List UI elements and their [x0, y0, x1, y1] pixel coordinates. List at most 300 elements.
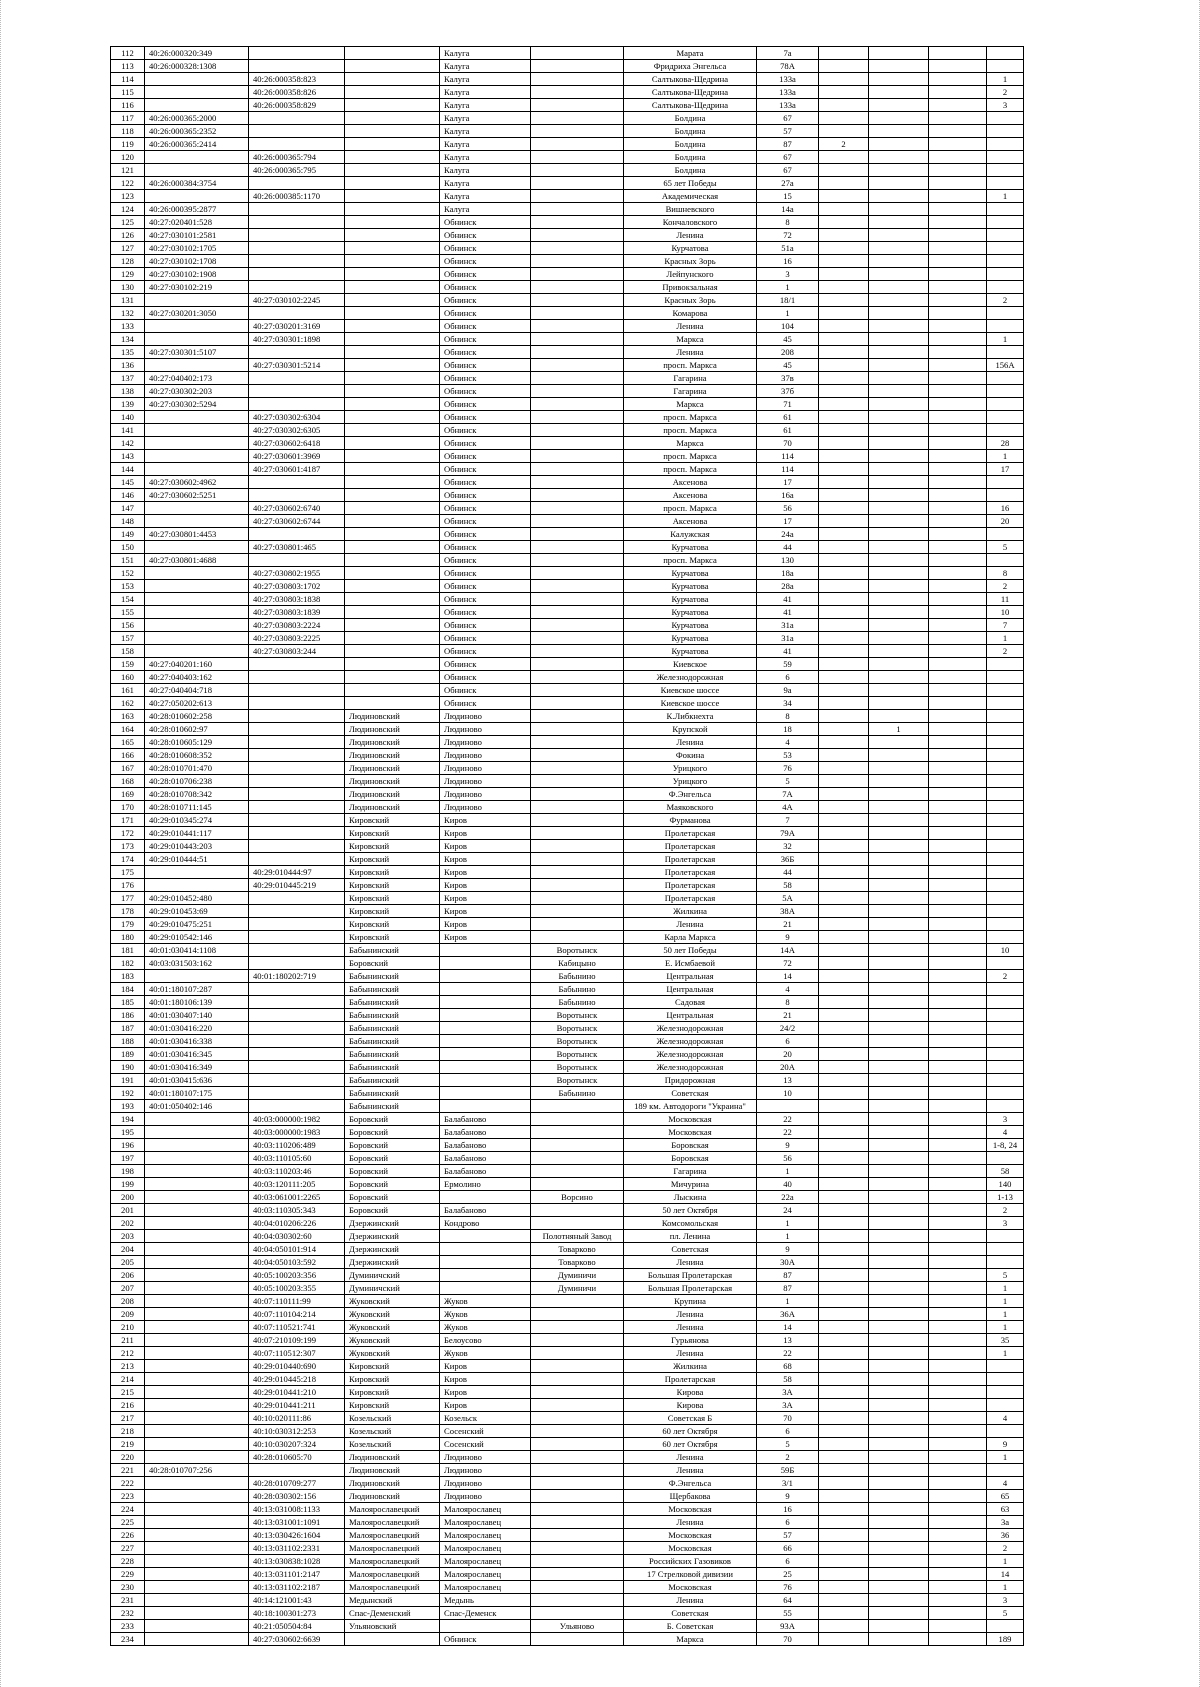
table-row: [111, 359, 1024, 372]
table-row: [111, 333, 1024, 346]
cell-col-9: [819, 385, 869, 398]
table-row: [111, 749, 1024, 762]
cell-house-number: 22а: [757, 1191, 819, 1204]
cell-cadastral-number-b: 40:13:031008:1133: [249, 1503, 345, 1516]
cell-cadastral-number-a: [145, 1607, 249, 1620]
cell-settlement: Думиничи: [531, 1269, 624, 1282]
cell-house-number: 6: [757, 671, 819, 684]
cell-street: Московская: [624, 1503, 757, 1516]
left-scan-edge: [0, 0, 7, 1687]
cell-col-12: [987, 983, 1024, 996]
cell-house-number: 5: [757, 775, 819, 788]
cell-col-12: [987, 47, 1024, 60]
cell-col-11: [929, 567, 987, 580]
cell-house-number: 104: [757, 320, 819, 333]
cell-col-9: [819, 606, 869, 619]
cell-street: Ленина: [624, 1321, 757, 1334]
cell-cadastral-number-b: 40:10:030312:253: [249, 1425, 345, 1438]
cell-col-12: 7: [987, 619, 1024, 632]
cell-city: Обнинск: [440, 1633, 531, 1646]
cell-col-11: [929, 1308, 987, 1321]
cell-city: [440, 1243, 531, 1256]
cell-col-9: [819, 255, 869, 268]
cell-col-10: [869, 996, 929, 1009]
cell-cadastral-number-b: 40:13:030426:1604: [249, 1529, 345, 1542]
cell-row-number: 176: [111, 879, 145, 892]
cell-col-10: [869, 801, 929, 814]
cell-cadastral-number-b: [249, 177, 345, 190]
table-row: [111, 60, 1024, 73]
cell-cadastral-number-a: 40:26:000384:3754: [145, 177, 249, 190]
cell-col-10: [869, 1438, 929, 1451]
cell-house-number: 87: [757, 138, 819, 151]
cell-house-number: 72: [757, 957, 819, 970]
cell-col-9: [819, 1568, 869, 1581]
cell-col-11: [929, 294, 987, 307]
cell-city: Медынь: [440, 1594, 531, 1607]
cell-settlement: Воротынск: [531, 1074, 624, 1087]
cell-city: Козельск: [440, 1412, 531, 1425]
table-row: [111, 1100, 1024, 1113]
cell-col-9: [819, 1451, 869, 1464]
table-row: [111, 411, 1024, 424]
table-row: [111, 281, 1024, 294]
table-row: [111, 1204, 1024, 1217]
cell-cadastral-number-a: 40:01:030416:349: [145, 1061, 249, 1074]
cell-cadastral-number-a: [145, 1594, 249, 1607]
cell-col-11: [929, 333, 987, 346]
cell-house-number: 24: [757, 1204, 819, 1217]
cell-col-11: [929, 840, 987, 853]
cell-cadastral-number-a: [145, 541, 249, 554]
cell-district: [345, 476, 440, 489]
cell-row-number: 199: [111, 1178, 145, 1191]
cell-cadastral-number-b: 40:27:030602:6740: [249, 502, 345, 515]
cell-col-9: [819, 1386, 869, 1399]
cell-col-10: [869, 1126, 929, 1139]
cell-col-11: [929, 177, 987, 190]
cell-cadastral-number-b: 40:27:030803:2224: [249, 619, 345, 632]
cell-settlement: [531, 1412, 624, 1425]
cell-city: Людиново: [440, 749, 531, 762]
cell-house-number: 45: [757, 359, 819, 372]
cell-cadastral-number-b: [249, 242, 345, 255]
cell-city: Обнинск: [440, 554, 531, 567]
cell-house-number: 7А: [757, 788, 819, 801]
cell-street: Маркса: [624, 1633, 757, 1646]
cell-street: Курчатова: [624, 242, 757, 255]
cell-col-11: [929, 1035, 987, 1048]
cell-street: просп. Маркса: [624, 359, 757, 372]
cell-house-number: 22: [757, 1113, 819, 1126]
cell-settlement: Воротынск: [531, 1061, 624, 1074]
cell-row-number: 228: [111, 1555, 145, 1568]
cell-row-number: 112: [111, 47, 145, 60]
cell-col-12: [987, 1399, 1024, 1412]
cell-cadastral-number-b: 40:03:110105:60: [249, 1152, 345, 1165]
cell-col-10: [869, 1191, 929, 1204]
cell-col-11: [929, 411, 987, 424]
cell-col-10: [869, 827, 929, 840]
cell-col-11: [929, 1438, 987, 1451]
cell-col-10: [869, 1282, 929, 1295]
cell-col-10: [869, 645, 929, 658]
cell-city: [440, 1035, 531, 1048]
table-row: [111, 1230, 1024, 1243]
cell-cadastral-number-b: [249, 398, 345, 411]
cell-cadastral-number-b: [249, 528, 345, 541]
cell-cadastral-number-a: 40:29:010542:146: [145, 931, 249, 944]
cell-col-12: [987, 736, 1024, 749]
cell-cadastral-number-b: 40:13:031102:2331: [249, 1542, 345, 1555]
table-row: [111, 346, 1024, 359]
cell-col-10: [869, 1386, 929, 1399]
cell-settlement: Ульяново: [531, 1620, 624, 1633]
cell-col-10: [869, 1581, 929, 1594]
cell-col-12: 189: [987, 1633, 1024, 1646]
cell-settlement: Бабынино: [531, 996, 624, 1009]
cell-city: Спас-Деменск: [440, 1607, 531, 1620]
table-row: [111, 775, 1024, 788]
cell-street: Крупской: [624, 723, 757, 736]
cell-house-number: 45: [757, 333, 819, 346]
cell-district: [345, 372, 440, 385]
cell-street: Железнодорожная: [624, 1061, 757, 1074]
cell-cadastral-number-a: 40:27:030102:1708: [145, 255, 249, 268]
cell-district: Бабынинский: [345, 996, 440, 1009]
cell-col-11: [929, 1022, 987, 1035]
cell-row-number: 213: [111, 1360, 145, 1373]
cell-col-9: [819, 1139, 869, 1152]
cell-row-number: 170: [111, 801, 145, 814]
cell-city: Обнинск: [440, 671, 531, 684]
cell-city: Обнинск: [440, 697, 531, 710]
cell-street: Академическая: [624, 190, 757, 203]
cell-house-number: 16: [757, 1503, 819, 1516]
cell-house-number: 9: [757, 1243, 819, 1256]
cell-house-number: 13: [757, 1334, 819, 1347]
cell-cadastral-number-a: 40:27:030101:2581: [145, 229, 249, 242]
cell-col-12: [987, 1074, 1024, 1087]
cell-cadastral-number-b: 40:03:000000:1982: [249, 1113, 345, 1126]
cell-cadastral-number-b: [249, 372, 345, 385]
cell-cadastral-number-a: 40:27:050202:613: [145, 697, 249, 710]
cell-city: Калуга: [440, 177, 531, 190]
cell-cadastral-number-a: [145, 1568, 249, 1581]
cell-col-11: [929, 1412, 987, 1425]
cell-col-10: [869, 281, 929, 294]
cell-street: 60 лет Октября: [624, 1425, 757, 1438]
cell-street: Щербакова: [624, 1490, 757, 1503]
cell-col-10: [869, 60, 929, 73]
cell-col-11: [929, 606, 987, 619]
cell-settlement: [531, 1542, 624, 1555]
cell-col-11: [929, 866, 987, 879]
cell-street: Центральная: [624, 983, 757, 996]
cell-district: Кировский: [345, 892, 440, 905]
cell-col-11: [929, 541, 987, 554]
cell-col-11: [929, 1542, 987, 1555]
cell-col-10: [869, 151, 929, 164]
cell-cadastral-number-a: [145, 1269, 249, 1282]
cell-cadastral-number-a: 40:01:030407:140: [145, 1009, 249, 1022]
cell-street: Советская: [624, 1087, 757, 1100]
cell-col-12: [987, 229, 1024, 242]
cell-col-11: [929, 281, 987, 294]
cell-row-number: 122: [111, 177, 145, 190]
table-row: [111, 1191, 1024, 1204]
cell-col-12: [987, 658, 1024, 671]
cell-col-9: [819, 905, 869, 918]
cell-row-number: 234: [111, 1633, 145, 1646]
cell-cadastral-number-a: 40:28:010602:97: [145, 723, 249, 736]
table-row: [111, 593, 1024, 606]
table-row: [111, 294, 1024, 307]
cell-cadastral-number-a: [145, 1542, 249, 1555]
cell-col-10: [869, 1464, 929, 1477]
table-row: [111, 476, 1024, 489]
cell-col-10: [869, 372, 929, 385]
cell-street: Болдина: [624, 164, 757, 177]
cell-house-number: 70: [757, 437, 819, 450]
cell-settlement: Бабынино: [531, 970, 624, 983]
cell-city: Калуга: [440, 86, 531, 99]
cell-col-12: [987, 216, 1024, 229]
cell-row-number: 211: [111, 1334, 145, 1347]
cell-col-11: [929, 1100, 987, 1113]
cell-col-10: [869, 1503, 929, 1516]
cell-row-number: 233: [111, 1620, 145, 1633]
table-row: [111, 1035, 1024, 1048]
cell-col-10: [869, 1269, 929, 1282]
cell-col-11: [929, 1399, 987, 1412]
cell-house-number: 31а: [757, 619, 819, 632]
cell-house-number: 64: [757, 1594, 819, 1607]
table-row: [111, 1568, 1024, 1581]
table-row: [111, 190, 1024, 203]
cell-settlement: [531, 437, 624, 450]
cell-col-12: [987, 1152, 1024, 1165]
cell-settlement: [531, 528, 624, 541]
cell-district: [345, 671, 440, 684]
table-row: [111, 1334, 1024, 1347]
cell-district: Людиновский: [345, 710, 440, 723]
cell-cadastral-number-b: 40:07:110104:214: [249, 1308, 345, 1321]
cell-row-number: 222: [111, 1477, 145, 1490]
cell-col-10: [869, 931, 929, 944]
cell-street: Советская Б: [624, 1412, 757, 1425]
cell-district: Козельский: [345, 1412, 440, 1425]
table-row: [111, 1243, 1024, 1256]
cell-settlement: [531, 424, 624, 437]
cell-street: Комарова: [624, 307, 757, 320]
cell-cadastral-number-b: 40:26:000365:795: [249, 164, 345, 177]
cell-row-number: 144: [111, 463, 145, 476]
cell-street: Киевское: [624, 658, 757, 671]
cell-street: К.Либкнехта: [624, 710, 757, 723]
cell-district: [345, 255, 440, 268]
cell-settlement: [531, 1204, 624, 1217]
cell-house-number: 114: [757, 463, 819, 476]
cell-house-number: 5А: [757, 892, 819, 905]
cell-district: [345, 177, 440, 190]
cell-row-number: 131: [111, 294, 145, 307]
cell-settlement: [531, 1581, 624, 1594]
cell-col-11: [929, 372, 987, 385]
cell-street: просп. Маркса: [624, 463, 757, 476]
cell-col-12: 156А: [987, 359, 1024, 372]
cell-cadastral-number-a: [145, 1360, 249, 1373]
cell-district: Людиновский: [345, 775, 440, 788]
cell-street: Ленина: [624, 229, 757, 242]
cell-city: Балабаново: [440, 1113, 531, 1126]
cell-col-11: [929, 1087, 987, 1100]
cell-settlement: [531, 749, 624, 762]
cell-settlement: [531, 658, 624, 671]
cell-row-number: 231: [111, 1594, 145, 1607]
cell-col-9: [819, 346, 869, 359]
cell-settlement: [531, 463, 624, 476]
cell-city: Киров: [440, 1373, 531, 1386]
cell-district: Малоярославецкий: [345, 1568, 440, 1581]
cell-col-12: 1: [987, 190, 1024, 203]
cell-city: Обнинск: [440, 398, 531, 411]
table-row: [111, 879, 1024, 892]
cell-row-number: 203: [111, 1230, 145, 1243]
cell-col-12: 1: [987, 1282, 1024, 1295]
cell-city: Обнинск: [440, 593, 531, 606]
cell-col-11: [929, 749, 987, 762]
table-row: [111, 1139, 1024, 1152]
cell-cadastral-number-b: [249, 281, 345, 294]
cell-cadastral-number-a: 40:27:040404:718: [145, 684, 249, 697]
cell-col-10: [869, 1633, 929, 1646]
cell-cadastral-number-a: [145, 502, 249, 515]
cell-col-12: [987, 1256, 1024, 1269]
table-row: [111, 892, 1024, 905]
cell-house-number: 18/1: [757, 294, 819, 307]
cell-district: Бабынинский: [345, 1100, 440, 1113]
cell-row-number: 191: [111, 1074, 145, 1087]
cell-col-12: [987, 905, 1024, 918]
cell-cadastral-number-b: [249, 892, 345, 905]
cell-row-number: 180: [111, 931, 145, 944]
cell-settlement: [531, 1425, 624, 1438]
cell-col-9: [819, 840, 869, 853]
cell-row-number: 160: [111, 671, 145, 684]
cell-row-number: 171: [111, 814, 145, 827]
cell-col-9: [819, 1529, 869, 1542]
cell-col-11: [929, 437, 987, 450]
cell-city: Балабаново: [440, 1152, 531, 1165]
cell-col-12: [987, 1061, 1024, 1074]
table-row: [111, 1516, 1024, 1529]
cell-row-number: 232: [111, 1607, 145, 1620]
table-row: [111, 125, 1024, 138]
cell-cadastral-number-b: [249, 1035, 345, 1048]
cell-city: Киров: [440, 853, 531, 866]
cell-district: [345, 138, 440, 151]
cell-col-10: [869, 333, 929, 346]
cell-city: Балабаново: [440, 1165, 531, 1178]
cell-col-11: [929, 593, 987, 606]
cell-city: [440, 957, 531, 970]
cell-house-number: 20: [757, 1048, 819, 1061]
cell-row-number: 186: [111, 1009, 145, 1022]
cell-col-9: 2: [819, 138, 869, 151]
cell-col-9: [819, 1581, 869, 1594]
cell-street: Московская: [624, 1581, 757, 1594]
cell-col-10: [869, 177, 929, 190]
cell-col-11: [929, 1347, 987, 1360]
cell-city: Обнинск: [440, 437, 531, 450]
cell-city: Ермолино: [440, 1178, 531, 1191]
cell-row-number: 130: [111, 281, 145, 294]
cell-row-number: 183: [111, 970, 145, 983]
cell-row-number: 202: [111, 1217, 145, 1230]
cell-row-number: 138: [111, 385, 145, 398]
cell-col-9: [819, 1399, 869, 1412]
cell-cadastral-number-a: [145, 619, 249, 632]
cell-city: Людиново: [440, 1490, 531, 1503]
cell-col-9: [819, 892, 869, 905]
table-row: [111, 1451, 1024, 1464]
cell-col-9: [819, 1438, 869, 1451]
cell-row-number: 128: [111, 255, 145, 268]
cell-city: Малоярославец: [440, 1542, 531, 1555]
cell-settlement: [531, 1399, 624, 1412]
cell-street: Привокзальная: [624, 281, 757, 294]
cell-district: [345, 580, 440, 593]
cell-city: [440, 1074, 531, 1087]
cell-city: Калуга: [440, 190, 531, 203]
cell-col-10: [869, 450, 929, 463]
cell-house-number: 22: [757, 1347, 819, 1360]
cell-cadastral-number-a: [145, 1113, 249, 1126]
cell-house-number: 5: [757, 1438, 819, 1451]
cell-cadastral-number-a: 40:27:030801:4453: [145, 528, 249, 541]
cell-col-9: [819, 1516, 869, 1529]
cell-row-number: 137: [111, 372, 145, 385]
cell-col-11: [929, 658, 987, 671]
cell-col-10: [869, 1152, 929, 1165]
cell-district: Кировский: [345, 1399, 440, 1412]
cell-col-12: [987, 762, 1024, 775]
cell-col-10: [869, 476, 929, 489]
cell-cadastral-number-a: [145, 99, 249, 112]
right-scan-edge: [1193, 0, 1200, 1687]
cell-cadastral-number-b: 40:04:050103:592: [249, 1256, 345, 1269]
cell-col-10: [869, 632, 929, 645]
cell-col-10: [869, 788, 929, 801]
cell-house-number: 14а: [757, 203, 819, 216]
cell-col-12: [987, 749, 1024, 762]
cell-col-10: [869, 866, 929, 879]
cell-row-number: 164: [111, 723, 145, 736]
cell-district: [345, 242, 440, 255]
cell-settlement: [531, 788, 624, 801]
cell-col-12: [987, 866, 1024, 879]
cell-street: Фурманова: [624, 814, 757, 827]
cell-house-number: 57: [757, 125, 819, 138]
cell-cadastral-number-b: [249, 957, 345, 970]
cell-street: Центральная: [624, 970, 757, 983]
cell-city: Обнинск: [440, 372, 531, 385]
cell-col-12: 20: [987, 515, 1024, 528]
cell-settlement: [531, 1308, 624, 1321]
cell-cadastral-number-a: [145, 1555, 249, 1568]
cell-cadastral-number-b: [249, 268, 345, 281]
